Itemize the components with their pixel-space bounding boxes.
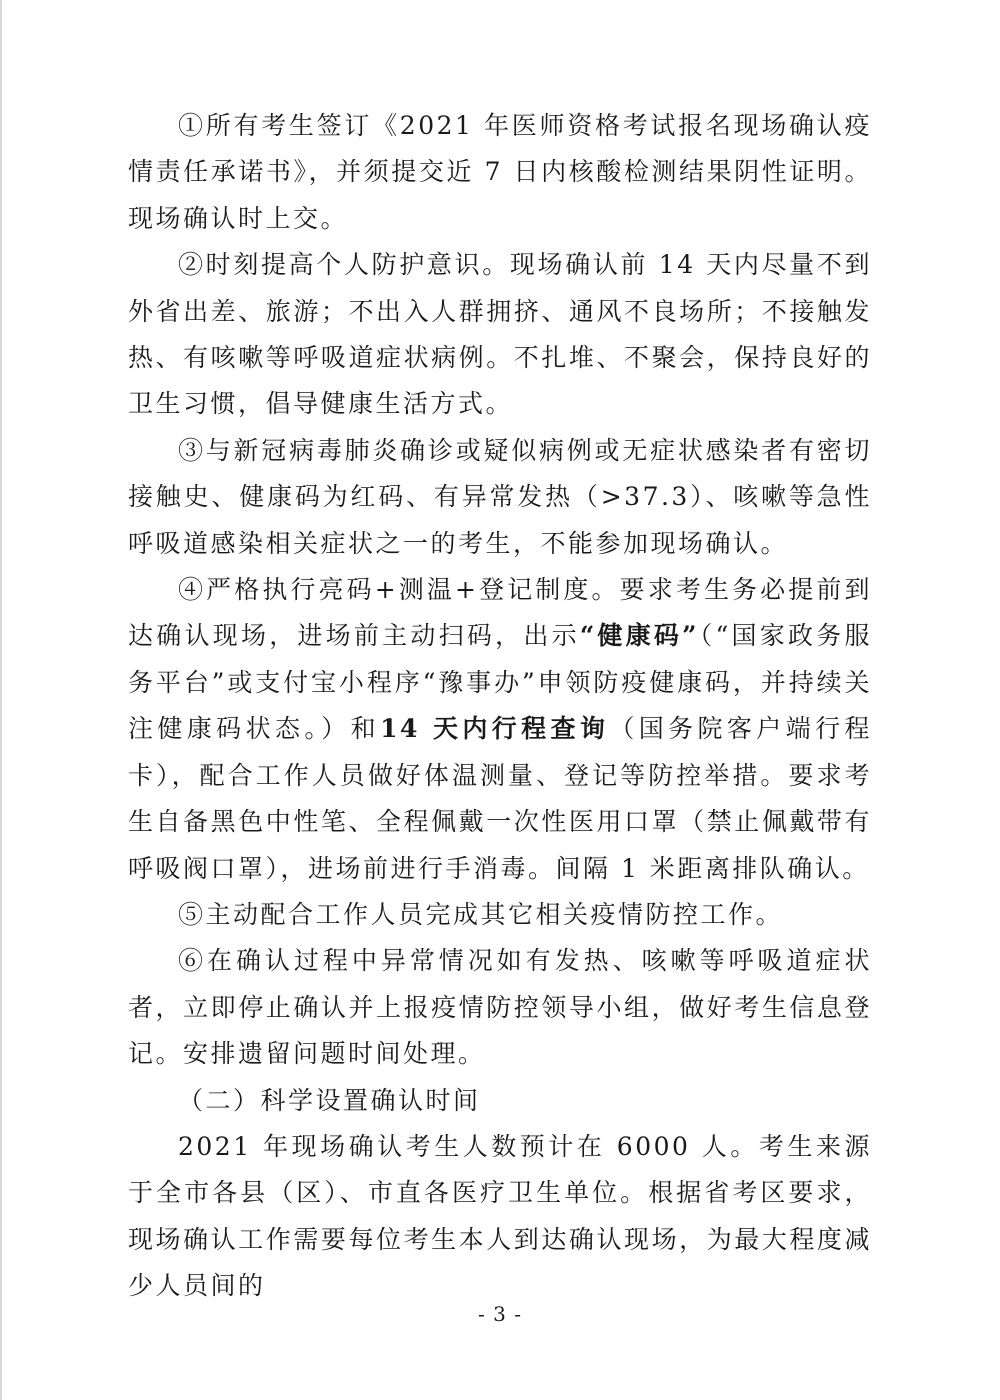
page-number: - 3 - [478,1302,522,1326]
health-code-emphasis: “健康码” [579,621,700,651]
paragraph-cooperation: ⑤主动配合工作人员完成其它相关疫情防控工作。 [178,899,784,929]
paragraph-health-code-part1: ④严格执行亮码+测温+登记制度。要求考生务必提前到达确认现场，进场前主动扫码，出示 [128,575,872,651]
paragraph-commitment: ①所有考生签订《2021 年医师资格考试报名现场确认疫情责任承诺书》，并须提交近 7 日内核酸检测结果阴性证明。现场确认时上交。 [128,111,872,233]
section-heading-schedule: （二）科学设置确认时间 [178,1085,481,1115]
paragraph-health-code-part2: （“国家政务服务平台”或支付宝小程序“豫事办”申领防疫健康码，并持续关注健康码状态。）和 [128,621,872,744]
itinerary-query-emphasis: 14 天内行程查询 [380,714,610,744]
paragraph-health-code-part3: （国务院客户端行程卡），配合工作人员做好体温测量、登记等防控举措。要求考生自备黑色中性笔、全程佩戴一次性医用口罩（禁止佩戴带有呼吸阀口罩），进场前进行手消毒。间隔 1 米距离排队确认。 [128,714,872,883]
paragraph-personal-protection: ②时刻提高个人防护意识。现场确认前 14 天内尽量不到外省出差、旅游；不出入人群拥挤、通风不良场所；不接触发热、有咳嗽等呼吸道症状病例。不扎堆、不聚会，保持良好的卫生习惯，倡导健康生活方式。 [128,250,872,419]
paragraph-abnormal-handling: ⑥在确认过程中异常情况如有发热、咳嗽等呼吸道症状者，立即停止确认并上报疫情防控领导小组，做好考生信息登记。安排遗留问题时间处理。 [128,946,872,1069]
paragraph-exclusion: ③与新冠病毒肺炎确诊或疑似病例或无症状感染者有密切接触史、健康码为红码、有异常发热（>37.3）、咳嗽等急性呼吸道感染相关症状之一的考生，不能参加现场确认。 [128,435,872,558]
paragraph-health-code [128,567,872,892]
paragraph-candidate-count: 2021 年现场确认考生人数预计在 6000 人。考生来源于全市各县（区）、市直各医疗卫生单位。根据省考区要求，现场确认工作需要每位考生本人到达确认现场，为最大程度减少人员间的 [128,1131,872,1301]
scan-edge-mark [0,0,2,1400]
document-body [128,103,872,1310]
